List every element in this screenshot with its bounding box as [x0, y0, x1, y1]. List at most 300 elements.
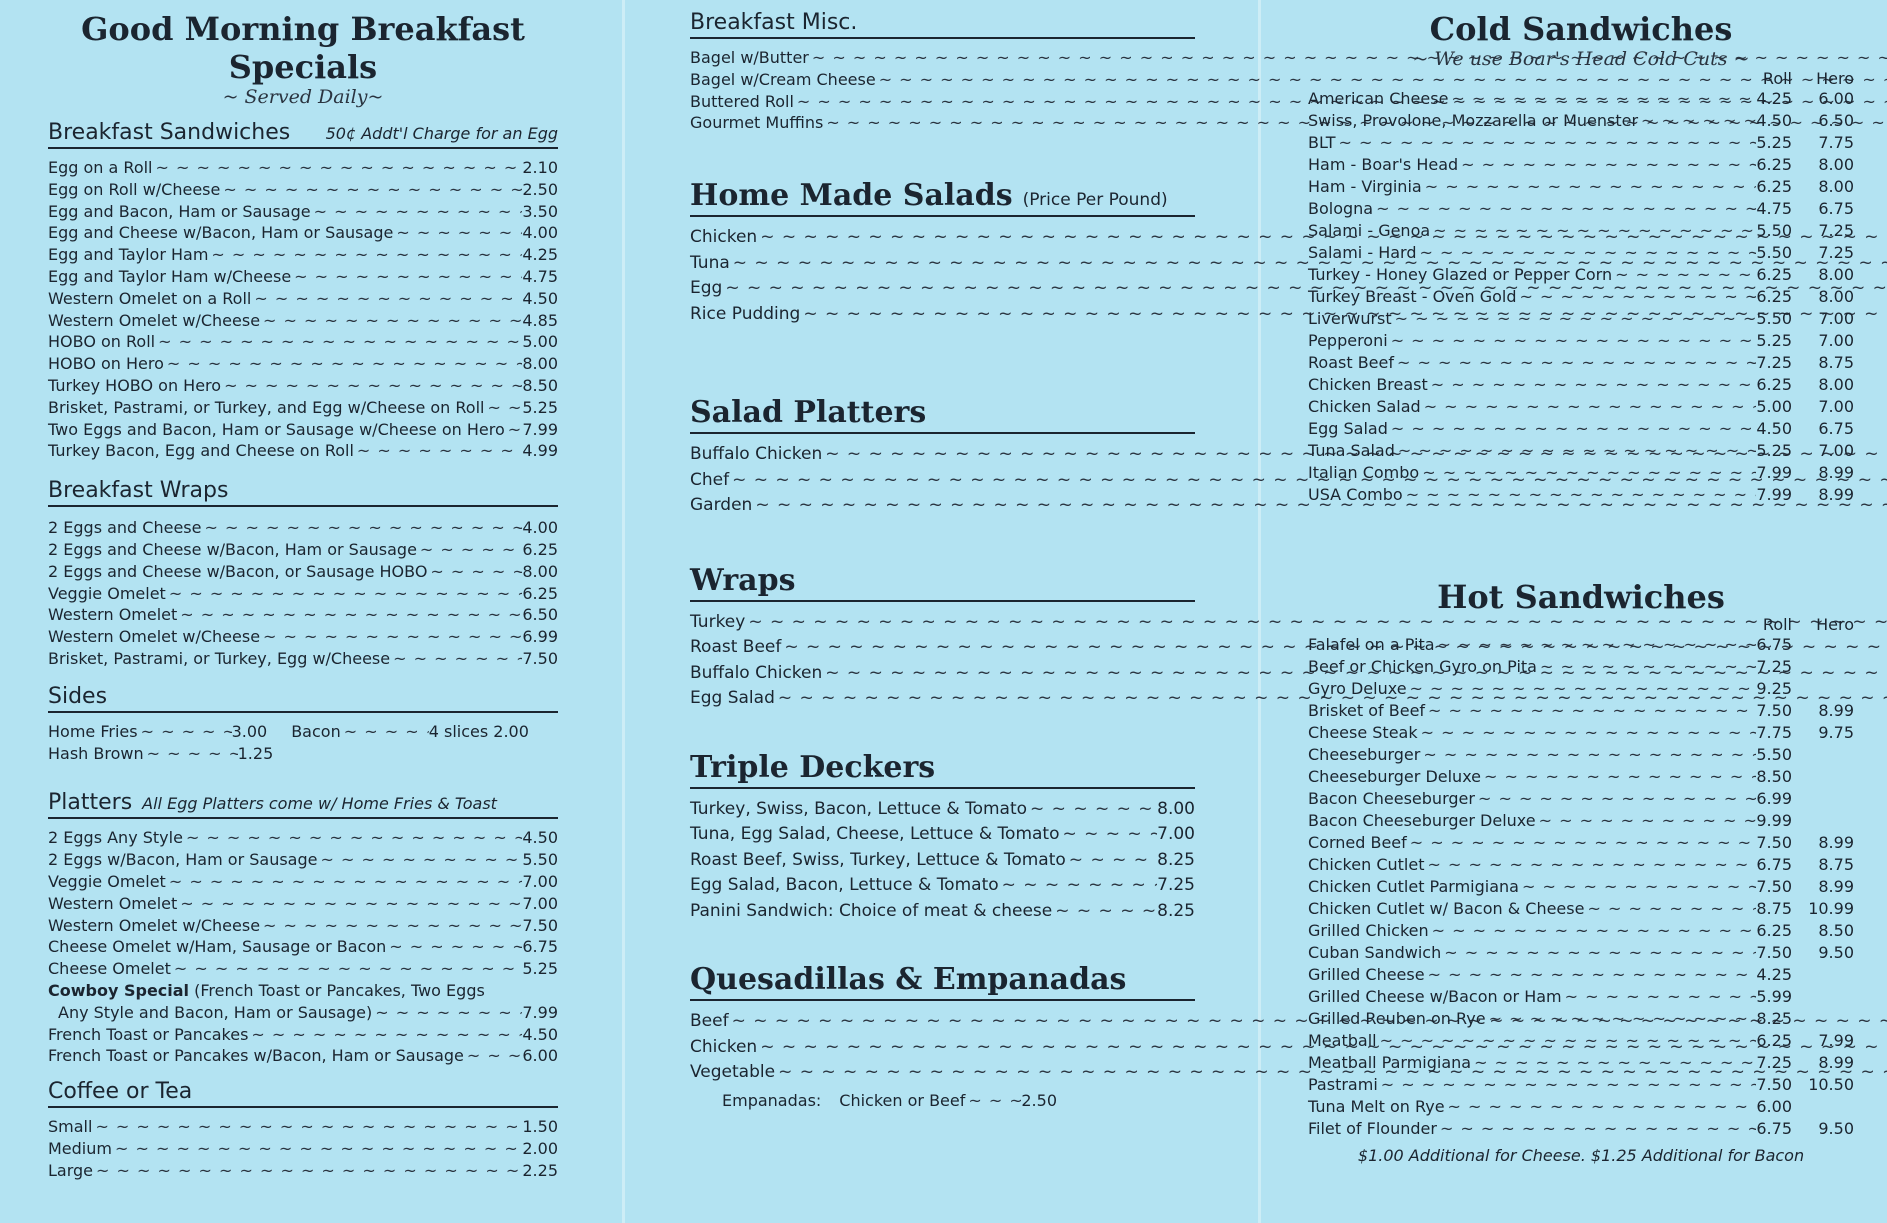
hero-price: [1792, 1008, 1854, 1030]
hero-price: [1792, 656, 1854, 678]
roll-price: 7.25: [1756, 353, 1792, 372]
item-name: Veggie Omelet: [48, 583, 166, 603]
leader-dots: [1394, 352, 1756, 374]
item-price: 4.50: [522, 1024, 558, 1044]
list-item: [1308, 418, 1854, 440]
leader-dots: [1481, 766, 1756, 788]
quesadillas-list: [690, 1009, 1195, 1086]
list-item: [1308, 744, 1854, 766]
item-name: Bacon Cheeseburger Deluxe: [1308, 811, 1536, 830]
list-item: [1308, 198, 1854, 220]
item-name: Two Eggs and Bacon, Ham or Sausage w/Cheese on Hero: [48, 419, 505, 439]
leader-dots: [1584, 898, 1756, 920]
roll-price: 7.50: [1756, 1075, 1792, 1094]
section-title: Triple Deckers: [690, 749, 936, 785]
item-price: 5.50: [522, 850, 558, 870]
item-name: Western Omelet: [48, 605, 178, 625]
roll-price: 5.50: [1756, 309, 1792, 328]
section-title: Breakfast Misc.: [690, 10, 858, 35]
salads-list: [690, 225, 1195, 327]
item-name: 2 Eggs and Cheese: [48, 518, 202, 538]
list-item: [1308, 766, 1854, 788]
leader-dots: [220, 179, 522, 201]
item-price: 2.25: [522, 1160, 558, 1180]
leader-dots: [1638, 110, 1756, 132]
roll-price: 6.99: [1756, 789, 1792, 808]
breakfast-sandwiches-list: [48, 157, 558, 462]
section-header: [690, 178, 1195, 217]
list-item: [1308, 242, 1854, 264]
item-price: 6.99: [522, 627, 558, 647]
item-name: Roast Beef: [1308, 353, 1394, 372]
leader-dots: [251, 288, 522, 310]
cold-sandwiches-list: [1308, 88, 1854, 506]
leader-dots: [92, 1116, 522, 1138]
roll-price: 8.25: [1756, 1009, 1792, 1028]
item-price: 2.00: [522, 1138, 558, 1158]
roll-price: 6.25: [1756, 921, 1792, 940]
section-header: [48, 684, 558, 713]
item-price: 5.00: [522, 332, 558, 352]
item-name: Chicken: [690, 1036, 758, 1057]
list-item: [48, 1160, 558, 1182]
hero-price: 10.50: [1808, 1075, 1854, 1094]
roll-price: 6.25: [1756, 177, 1792, 196]
item-name: Grilled Cheese: [1308, 965, 1425, 984]
salad-platters-list: [690, 442, 1195, 519]
list-item: [1308, 88, 1854, 110]
list-item: [1308, 1008, 1854, 1030]
item-price: 4.99: [522, 441, 558, 461]
breakfast-panel: [48, 0, 558, 1223]
platters-list-2: [48, 1024, 558, 1068]
list-item: [1308, 1030, 1854, 1052]
leader-dots: [1471, 1052, 1756, 1074]
hero-price: 8.75: [1818, 855, 1854, 874]
roll-price: 7.75: [1756, 723, 1792, 742]
roll-price: 5.50: [1756, 243, 1792, 262]
leader-dots: [166, 583, 523, 605]
leader-dots: [260, 310, 522, 332]
item-name: Western Omelet w/Cheese: [48, 627, 261, 647]
item-name: Medium: [48, 1138, 112, 1158]
roll-price: 7.50: [1756, 833, 1792, 852]
hero-price: [1792, 744, 1854, 766]
column-header: Roll Hero: [1762, 615, 1854, 634]
hero-price: 6.00: [1818, 89, 1854, 108]
hero-price: [1792, 788, 1854, 810]
item-price: 4.25: [522, 245, 558, 265]
roll-price: 5.00: [1756, 397, 1792, 416]
roll-price: 8.75: [1756, 899, 1792, 918]
item-name: Tuna Salad: [1308, 441, 1395, 460]
roll-price: 6.75: [1756, 1119, 1792, 1138]
hero-price: 7.00: [1818, 331, 1854, 350]
leader-dots: [1052, 899, 1157, 925]
roll-price: 5.50: [1756, 745, 1792, 764]
section-title: Salad Platters: [690, 395, 927, 431]
list-item: [48, 222, 558, 244]
list-item: [1308, 374, 1854, 396]
leader-dots: [1066, 848, 1157, 874]
list-item: [48, 310, 558, 332]
hero-price: 9.50: [1818, 943, 1854, 962]
section-header: [690, 10, 1195, 39]
list-item: [48, 288, 558, 310]
item-price: 4.50: [522, 828, 558, 848]
leader-dots: [93, 1160, 522, 1182]
item-name: Chicken Cutlet: [1308, 855, 1425, 874]
list-item: [48, 1116, 558, 1138]
item-name: Brisket of Beef: [1308, 701, 1426, 720]
list-item: [48, 1138, 558, 1160]
item-name: Buttered Roll: [690, 91, 794, 111]
item-name: Bagel w/Cream Cheese: [690, 69, 876, 89]
item-name: Garden: [690, 495, 753, 516]
list-item: Home Fries ~ ~ ~ 3.00 Bacon ~ ~ ~ 4 slices 2.00: [48, 721, 548, 743]
leader-dots: [1486, 1008, 1757, 1030]
leader-dots: [999, 873, 1158, 899]
item-name: Tuna, Egg Salad, Cheese, Lettuce & Tomato: [690, 824, 1060, 845]
list-item: [48, 157, 558, 179]
leader-dots: [1027, 797, 1157, 823]
item-price: 3.50: [522, 201, 558, 221]
wraps-list: [690, 610, 1195, 712]
roll-price: 7.99: [1756, 485, 1792, 504]
item-name: Filet of Flounder: [1308, 1119, 1437, 1138]
hero-price: [1792, 678, 1854, 700]
leader-dots: [1407, 678, 1757, 700]
section-header: [690, 750, 1195, 789]
list-item: [1308, 920, 1854, 942]
leader-dots: [354, 440, 522, 462]
item-name: Turkey Breast - Oven Gold: [1308, 287, 1517, 306]
item-name: Salami - Hard: [1308, 243, 1417, 262]
item-name: Egg and Taylor Ham w/Cheese: [48, 266, 292, 286]
leader-dots: [393, 222, 522, 244]
list-item: [48, 604, 558, 626]
item-price: 8.00: [522, 354, 558, 374]
item-name: Cheese Omelet: [48, 959, 171, 979]
leader-dots: [1536, 810, 1757, 832]
leader-dots: [1612, 264, 1756, 286]
roll-price: 8.50: [1756, 767, 1792, 786]
hero-price: [1792, 986, 1854, 1008]
leader-dots: [1059, 822, 1157, 848]
leader-dots: [464, 1045, 523, 1067]
item-name: Salami - Genoa: [1308, 221, 1431, 240]
hero-price: 7.75: [1818, 133, 1854, 152]
item-name: Turkey, Swiss, Bacon, Lettuce & Tomato: [690, 798, 1028, 819]
item-name: Tuna Melt on Rye: [1308, 1097, 1445, 1116]
leader-dots: [1419, 462, 1756, 484]
item-name: Egg on a Roll: [48, 158, 153, 177]
leader-dots: [1420, 744, 1756, 766]
hero-price: 7.99: [1818, 1031, 1854, 1050]
section-header: [690, 563, 1195, 602]
list-item: [1308, 700, 1854, 722]
leader-dots: [311, 201, 523, 223]
list-item: [1308, 876, 1854, 898]
item-name: Vegetable: [690, 1062, 776, 1083]
leader-dots: [1418, 722, 1757, 744]
item-name: Roast Beef: [690, 637, 782, 658]
platters-list: [48, 827, 558, 980]
hero-price: 8.99: [1818, 701, 1854, 720]
leader-dots: [1424, 854, 1756, 876]
roll-price: 7.25: [1756, 657, 1792, 676]
leader-dots: [1435, 634, 1757, 656]
leader-dots: [1537, 656, 1756, 678]
item-name: USA Combo: [1308, 485, 1403, 504]
roll-price: 6.75: [1756, 855, 1792, 874]
section-title: Quesadillas & Empanadas: [690, 962, 1127, 998]
roll-price: 6.25: [1756, 1031, 1792, 1050]
list-item: [1308, 854, 1854, 876]
list-item: Hash Brown ~ ~ ~ 1.25: [48, 743, 558, 765]
list-item: [48, 893, 558, 915]
list-item: [48, 244, 558, 266]
list-item: [690, 899, 1195, 925]
item-price: 7.00: [522, 893, 558, 913]
section-title: Breakfast Wraps: [48, 478, 229, 504]
item-price: 7.25: [1157, 875, 1195, 896]
item-name: Chicken Breast: [1308, 375, 1428, 394]
hot-sandwiches-list: [1308, 634, 1854, 1140]
item-price: 7.50: [522, 648, 558, 668]
item-name: Brisket, Pastrami, or Turkey, Egg w/Cheese: [48, 648, 391, 668]
section-header: [690, 395, 1195, 434]
item-name: Corned Beef: [1308, 833, 1407, 852]
item-name: Cheese Steak: [1308, 723, 1418, 742]
item-name: 2 Eggs Any Style: [48, 828, 183, 848]
hot-sandwiches-footer: $1.00 Additional for Cheese. $1.25 Additional for Bacon: [1357, 1146, 1805, 1165]
item-price: 6.50: [522, 605, 558, 625]
list-item: [1308, 656, 1854, 678]
item-price: 7.50: [522, 915, 558, 935]
list-item: [48, 915, 558, 937]
item-price: 4.00: [522, 223, 558, 243]
hero-price: 6.75: [1818, 419, 1854, 438]
leader-dots: [1519, 876, 1756, 898]
item-name: Cheeseburger Deluxe: [1308, 767, 1482, 786]
hero-price: 8.00: [1818, 375, 1854, 394]
roll-price: 5.50: [1756, 221, 1792, 240]
list-item: [48, 539, 558, 561]
list-item: [48, 936, 558, 958]
item-price: 4.00: [522, 518, 558, 538]
hero-price: 8.75: [1818, 353, 1854, 372]
hot-sandwiches-title: Hot Sandwiches: [1437, 578, 1725, 616]
leader-dots: [1562, 986, 1757, 1008]
roll-price: 7.25: [1756, 1053, 1792, 1072]
leader-dots: [201, 517, 522, 539]
section-note: All Egg Platters come w/ Home Fries & Toast: [142, 794, 497, 814]
leader-dots: [177, 604, 522, 626]
list-item: [48, 397, 558, 419]
item-name: 2 Eggs and Cheese w/Bacon, or Sausage HOBO: [48, 561, 428, 581]
page-title: Good Morning Breakfast Specials: [81, 10, 525, 86]
leader-dots: [1388, 330, 1757, 352]
list-item: [1308, 634, 1854, 656]
hero-price: [1792, 1096, 1854, 1118]
list-item: [1308, 1096, 1854, 1118]
item-name: Grilled Cheese w/Bacon or Ham: [1308, 987, 1562, 1006]
item-name: Egg: [690, 278, 723, 299]
item-name: Tuna: [690, 252, 730, 273]
list-item: [1308, 832, 1854, 854]
section-note: 50¢ Addt'l Charge for an Egg: [325, 124, 558, 143]
item-name: Meatball Parmigiana: [1308, 1053, 1472, 1072]
page-subtitle: ~ Served Daily~: [222, 86, 384, 108]
leader-dots: [1429, 920, 1757, 942]
leader-dots: [505, 419, 523, 441]
section-title: Home Made Salads: [690, 178, 1013, 214]
roll-price: 6.00: [1756, 1097, 1792, 1116]
list-item: [1308, 308, 1854, 330]
leader-dots: [317, 849, 522, 871]
hero-price: 8.50: [1818, 921, 1854, 940]
item-price: 4.50: [522, 288, 558, 308]
item-name: Bologna: [1308, 199, 1374, 218]
section-header: [48, 790, 558, 819]
section-header: [48, 120, 558, 149]
item-name: Turkey Bacon, Egg and Cheese on Roll: [48, 441, 354, 461]
list-item: [48, 353, 558, 375]
item-name: Bacon Cheeseburger: [1308, 789, 1475, 808]
hero-price: 7.25: [1818, 243, 1854, 262]
list-item: [1308, 110, 1854, 132]
leader-dots: [1388, 418, 1757, 440]
item-name: French Toast or Pancakes w/Bacon, Ham or Sausage: [48, 1046, 464, 1066]
item-name: Turkey HOBO on Hero: [48, 375, 222, 395]
leader-dots: [1335, 132, 1756, 154]
misc-list: [690, 47, 1195, 134]
section-title: Sides: [48, 683, 108, 709]
list-item: [48, 517, 558, 539]
item-name: Chef: [690, 469, 730, 490]
leader-dots: [248, 1024, 522, 1046]
section-header: [690, 962, 1195, 1001]
hero-price: 8.99: [1818, 1053, 1854, 1072]
item-price: 7.99: [522, 419, 558, 439]
item-price: 1.50: [522, 1117, 558, 1137]
roll-price: 4.25: [1756, 965, 1792, 984]
list-item: [1308, 788, 1854, 810]
list-item: [1308, 1052, 1854, 1074]
hero-price: 9.75: [1818, 723, 1854, 742]
list-item: [1308, 898, 1854, 920]
item-price: 2.10: [522, 158, 558, 177]
hero-price: 8.99: [1818, 463, 1854, 482]
item-price: 6.25: [522, 583, 558, 603]
leader-dots: [1448, 88, 1756, 110]
leader-dots: [417, 539, 522, 561]
list-item: [48, 419, 558, 441]
roll-price: 9.99: [1756, 811, 1792, 830]
hero-price: 7.00: [1818, 441, 1854, 460]
leader-dots: [1392, 308, 1757, 330]
list-item: [690, 822, 1195, 848]
item-name: Cuban Sandwich: [1308, 943, 1442, 962]
roll-price: 4.50: [1756, 419, 1792, 438]
hero-price: 8.00: [1818, 265, 1854, 284]
hero-price: 8.99: [1818, 877, 1854, 896]
item-price: 8.00: [522, 561, 558, 581]
item-name: Italian Combo: [1308, 463, 1420, 482]
roll-price: 6.75: [1756, 635, 1792, 654]
section-note: (Price Per Pound): [1022, 190, 1168, 211]
list-item: [1308, 722, 1854, 744]
item-name: Egg Salad: [690, 688, 775, 709]
item-name: BLT: [1308, 133, 1336, 152]
leader-dots: [1441, 942, 1756, 964]
item-name: Chicken Cutlet w/ Bacon & Cheese: [1308, 899, 1585, 918]
item-name: Western Omelet: [48, 893, 178, 913]
item-name: Grilled Reuben on Rye: [1308, 1009, 1486, 1028]
item-name: French Toast or Pancakes: [48, 1024, 249, 1044]
section-title: Wraps: [690, 562, 796, 598]
list-item: [1308, 264, 1854, 286]
roll-price: 5.25: [1756, 441, 1792, 460]
leader-dots: [1475, 788, 1756, 810]
item-name: Turkey - Honey Glazed or Pepper Corn: [1308, 265, 1613, 284]
item-name: Large: [48, 1160, 94, 1180]
column-header: Roll Hero: [1762, 69, 1854, 88]
item-name: Ham - Virginia: [1308, 177, 1422, 196]
list-item: [48, 827, 558, 849]
item-name: Rice Pudding: [690, 303, 801, 324]
roll-price: 6.25: [1756, 155, 1792, 174]
item-price: 4.85: [522, 310, 558, 330]
hero-price: 8.00: [1818, 155, 1854, 174]
list-item: [48, 266, 558, 288]
item-name: Pastrami: [1308, 1075, 1378, 1094]
item-name: Ham - Boar's Head: [1308, 155, 1459, 174]
list-item: [1308, 396, 1854, 418]
list-item: Cowboy Special (French Toast or Pancakes, Two Eggs: [48, 980, 485, 1000]
leader-dots: [1378, 1074, 1757, 1096]
item-name: Gyro Deluxe: [1308, 679, 1407, 698]
leader-dots: [1416, 242, 1756, 264]
list-item: [690, 797, 1195, 823]
list-item: [48, 583, 558, 605]
item-name: 2 Eggs w/Bacon, Ham or Sausage: [48, 850, 318, 870]
hero-price: 6.75: [1818, 199, 1854, 218]
list-item: [1308, 1118, 1854, 1140]
hero-price: [1792, 634, 1854, 656]
leader-dots: [1425, 700, 1756, 722]
item-price: 8.25: [1157, 900, 1195, 921]
hero-price: 7.00: [1818, 397, 1854, 416]
leader-dots: [1373, 198, 1756, 220]
list-item: [1308, 286, 1854, 308]
leader-dots: [1421, 396, 1757, 418]
section-header: [48, 1079, 558, 1108]
item-name: Chicken Cutlet Parmigiana: [1308, 877, 1519, 896]
list-item: [1308, 132, 1854, 154]
item-name: Egg and Cheese w/Bacon, Ham or Sausage: [48, 223, 394, 243]
item-name: 2 Eggs and Cheese w/Bacon, Ham or Sausage: [48, 539, 417, 559]
roll-price: 4.50: [1756, 111, 1792, 130]
list-item: [1308, 964, 1854, 986]
item-name: Egg Salad, Bacon, Lettuce & Tomato: [690, 875, 999, 896]
leader-dots: [1430, 220, 1756, 242]
list-item: [48, 648, 558, 670]
item-name: Gourmet Muffins: [690, 113, 824, 133]
hero-price: 9.50: [1818, 1119, 1854, 1138]
roll-price: 4.75: [1756, 199, 1792, 218]
